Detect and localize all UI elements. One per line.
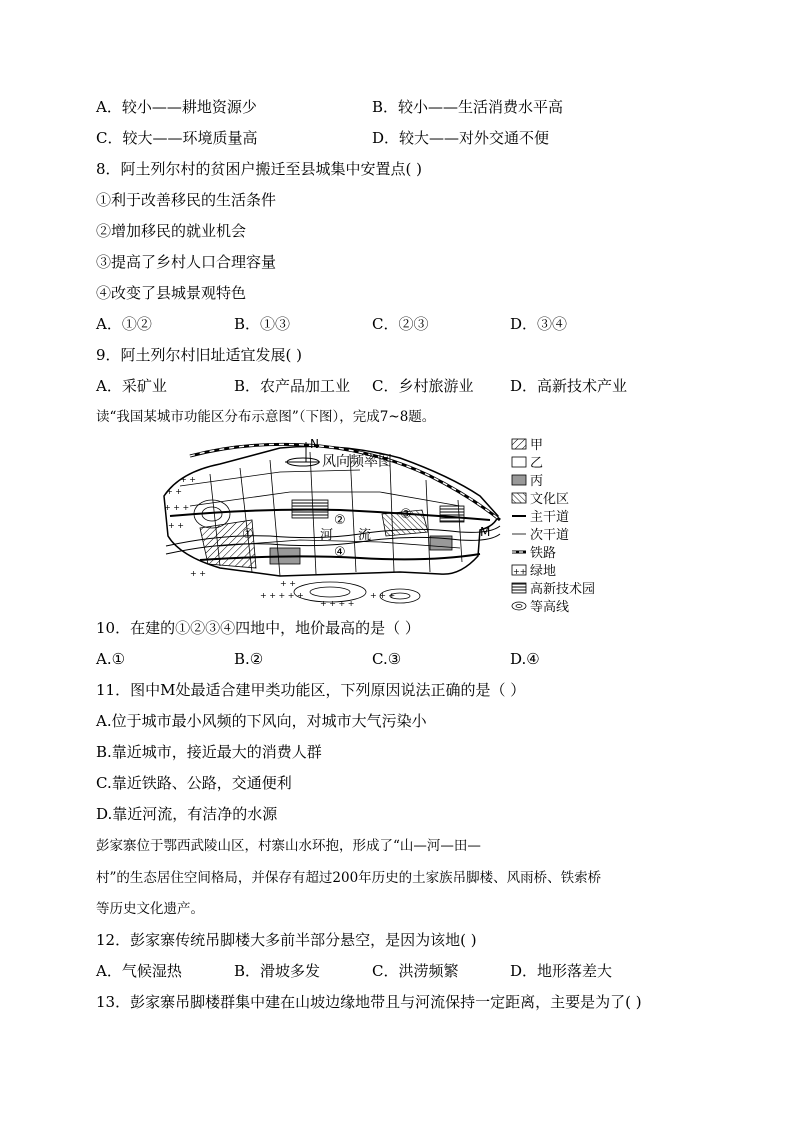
q13-stem: 13．彭家寨吊脚楼群集中建在山坡边缘地带且与河流保持一定距离，主要是为了( ) (96, 993, 642, 1011)
legend-railway: 铁路 (530, 546, 557, 561)
q8-option-a: A．①② (96, 315, 152, 333)
q11-option-c: C.靠近铁路、公路，交通便利 (96, 774, 292, 792)
district-tech-2 (440, 506, 464, 522)
passage-line-3: 等历史文化遗产。 (96, 901, 204, 917)
passage-line-2: 村”的生态居住空间格局，并保存有超过200年历史的土家族吊脚楼、风雨桥、铁索桥 (96, 870, 602, 886)
q8-option-d: D．③④ (510, 315, 568, 333)
q12-option-c: C．洪涝频繁 (372, 962, 459, 980)
marker-3: ③ (400, 507, 412, 522)
river-char-1: 河 (320, 528, 334, 543)
map-intro: 读“我国某城市功能区分布示意图”（下图），完成7~8题。 (96, 409, 436, 425)
marker-2: ② (334, 513, 346, 528)
svg-text:+ +: + + (180, 475, 196, 484)
svg-text:+ +: + + (280, 579, 296, 588)
q11-option-a: A.位于城市最小风频的下风向，对城市大气污染小 (96, 712, 427, 730)
q10-option-b: B.② (234, 650, 264, 668)
q10-option-d: D.④ (510, 650, 540, 668)
q8-statement-3: ③提高了乡村人口合理容量 (96, 253, 277, 271)
legend-culture: 文化区 (530, 492, 570, 507)
svg-text:+ + + + +: + + + + + (260, 591, 304, 600)
legend-green: 绿地 (530, 564, 557, 579)
q8-statement-2: ②增加移民的就业机会 (96, 222, 247, 240)
point-m-label: M (480, 525, 491, 539)
q8-option-b: B．①③ (234, 315, 291, 333)
legend-jia: 甲 (530, 438, 544, 453)
legend-yi: 乙 (530, 456, 544, 471)
svg-text:+ +: + + (168, 521, 184, 530)
marker-1: ① (242, 527, 254, 542)
q11-option-b: B.靠近城市，接近最大的消费人群 (96, 743, 322, 761)
svg-text:++: ++ (513, 567, 527, 576)
q8-statement-4: ④改变了县城景观特色 (96, 284, 247, 302)
q8-statement-1: ①利于改善移民的生活条件 (96, 191, 277, 209)
q9-option-b: B．农产品加工业 (234, 377, 351, 395)
passage-line-1: 彭家寨位于鄂西武陵山区，村寨山水环抱，形成了“山—河—田— (96, 838, 481, 854)
q10-stem: 10．在建的①②③④四地中，地价最高的是（ ） (96, 619, 420, 637)
svg-text:+ +: + + (166, 487, 182, 496)
q12-option-b: B．滑坡多发 (234, 962, 321, 980)
legend-contour: 等高线 (530, 600, 570, 615)
city-function-map (160, 436, 640, 616)
svg-text:+ + +: + + + (164, 503, 190, 512)
q10-option-a: A.① (96, 650, 126, 668)
q7-option-a: A．较小——耕地资源少 (96, 98, 257, 116)
q11-option-d: D.靠近河流，有洁净的水源 (96, 805, 278, 823)
q7-option-b: B．较小——生活消费水平高 (372, 98, 564, 116)
legend-secondary-road: 次干道 (530, 528, 570, 543)
river-char-2: 流 (358, 528, 372, 543)
q12-option-a: A．气候湿热 (96, 962, 182, 980)
q9-option-d: D．高新技术产业 (510, 377, 628, 395)
q12-option-d: D．地形落差大 (510, 962, 613, 980)
wind-label: 风向频率图 (322, 454, 392, 470)
svg-text:+ + +: + + + (370, 591, 396, 600)
map-legend (512, 438, 595, 615)
legend-bing: 丙 (530, 474, 544, 489)
north-label: N (310, 437, 319, 451)
q12-stem: 12．彭家寨传统吊脚楼大多前半部分悬空，是因为该地( ) (96, 931, 477, 949)
legend-main-road: 主干道 (530, 510, 570, 525)
svg-text:+ +: + + (190, 569, 206, 578)
q11-stem: 11．图中M处最适合建甲类功能区，下列原因说法正确的是（ ） (96, 681, 526, 699)
q9-option-c: C．乡村旅游业 (372, 377, 474, 395)
legend-tech: 高新技术园 (530, 582, 596, 597)
q10-option-c: C.③ (372, 650, 402, 668)
svg-text:+ + + +: + + + + (320, 599, 355, 608)
q8-option-c: C．②③ (372, 315, 429, 333)
q7-option-c: C．较大——环境质量高 (96, 129, 258, 147)
q7-option-d: D．较大——对外交通不便 (372, 129, 550, 147)
q9-option-a: A．采矿业 (96, 377, 167, 395)
marker-4: ④ (334, 545, 346, 560)
q8-stem: 8．阿土列尔村的贫困户搬迁至县城集中安置点( ) (96, 160, 423, 178)
q9-stem: 9．阿土列尔村旧址适宜发展( ) (96, 346, 303, 364)
